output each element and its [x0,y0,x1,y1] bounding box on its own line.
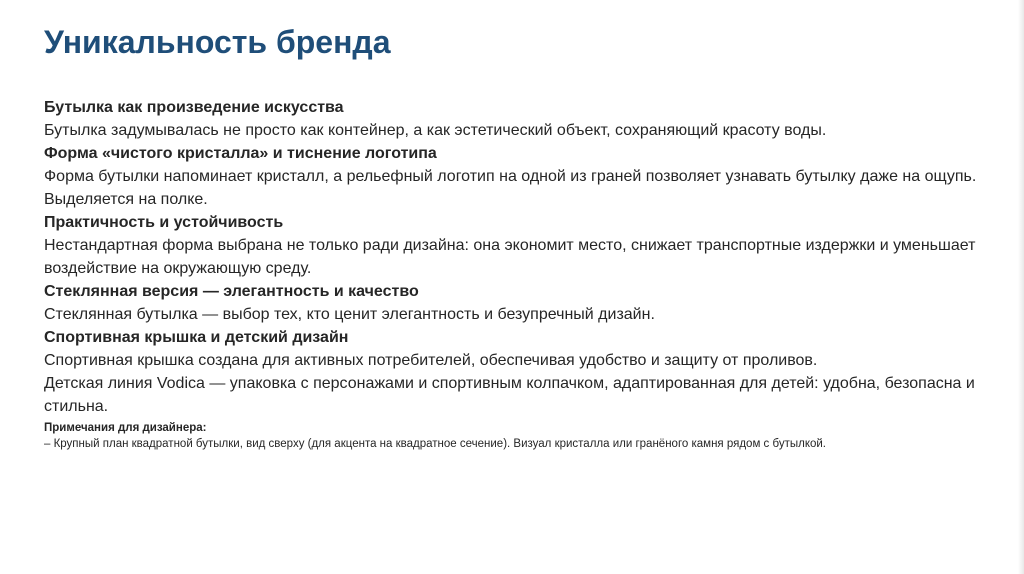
notes-heading: Примечания для дизайнера: [44,422,207,434]
section-heading: Бутылка как произведение искусства [44,99,344,116]
slide-edge-shadow [1018,0,1024,574]
section-text: Нестандартная форма выбрана не только ради дизайна: она экономит место, снижает транспортные издержки и уменьшает воздействие на окружающую среду. [44,237,976,277]
section-heading: Стеклянная версия — элегантность и качество [44,283,419,300]
slide-title: Уникальность бренда [44,24,391,60]
section-text: Форма бутылки напоминает кристалл, а рельефный логотип на одной из граней позволяет узнавать бутылку даже на ощупь. Выделяется на полке. [44,168,977,208]
section-heading: Форма «чистого кристалла» и тиснение логотипа [44,145,437,162]
notes-text: – Крупный план квадратной бутылки, вид сверху (для акцента на квадратное сечение). Визуал кристалла или гранёного камня рядом с бутылкой. [44,438,826,450]
section-heading: Спортивная крышка и детский дизайн [44,329,349,346]
section-heading: Практичность и устойчивость [44,214,284,231]
designer-notes [44,420,994,452]
section-text: Спортивная крышка создана для активных потребителей, обеспечивая удобство и защиту от проливов. [44,352,818,369]
slide-content [44,96,994,452]
section-text: Стеклянная бутылка — выбор тех, кто ценит элегантность и безупречный дизайн. [44,306,655,323]
section-text: Бутылка задумывалась не просто как контейнер, а как эстетический объект, сохраняющий красоту воды. [44,122,827,139]
section-text: Детская линия Vodica — упаковка с персонажами и спортивным колпачком, адаптированная для детей: удобна, безопасна и стильна. [44,375,975,415]
